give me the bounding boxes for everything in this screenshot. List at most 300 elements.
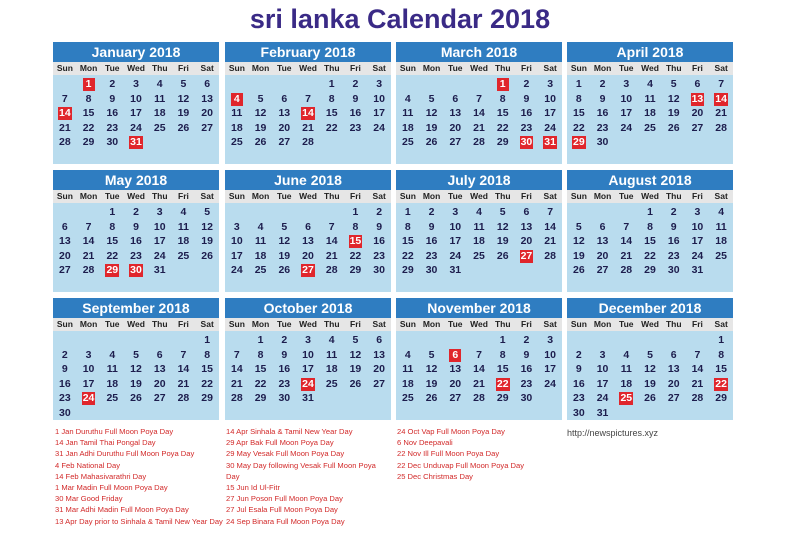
day-cell: 20 [449, 121, 462, 134]
day-cell: 5 [428, 92, 435, 105]
day-cell: 4 [476, 206, 482, 218]
day-cell: 28 [82, 264, 95, 277]
day-cell: 9 [133, 220, 139, 233]
day-cell: 13 [302, 235, 314, 248]
weekday-label: Tue [105, 319, 120, 329]
day-cell: 5 [281, 220, 288, 233]
day-cell: 22 [201, 377, 213, 390]
day-cell: 28 [620, 264, 633, 277]
holiday-note: 31 Jan Adhi Duruthu Full Moon Poya Day [55, 449, 195, 459]
day-cell: 30 [520, 392, 533, 405]
day-cell: 7 [305, 92, 311, 105]
day-cell: 7 [328, 220, 335, 233]
day-cell: 2 [352, 78, 359, 90]
weekday-header [567, 190, 733, 203]
day-cell: 9 [523, 92, 530, 105]
day-cell: 2 [376, 206, 383, 218]
holiday-note: 27 Jun Poson Full Moon Poya Day [226, 494, 343, 504]
day-cell: 5 [575, 220, 582, 233]
day-cell: 23 [520, 377, 533, 390]
credit-link[interactable]: http://newspictures.xyz [567, 428, 659, 438]
day-cell: 19 [425, 377, 438, 390]
day-cell: 18 [620, 377, 633, 390]
weekday-label: Tue [448, 63, 463, 73]
day-cell: 4 [156, 78, 163, 90]
day-cell: 30 [59, 406, 71, 419]
holiday-day-cell: 31 [130, 136, 142, 149]
day-cell: 13 [373, 348, 385, 361]
empty-day-cell [567, 205, 591, 220]
day-cell: 11 [326, 348, 338, 361]
weekday-label: Mon [251, 63, 270, 73]
day-cell: 24 [373, 121, 385, 134]
day-cell: 16 [349, 107, 362, 120]
weekday-label: Tue [105, 63, 120, 73]
day-cell: 15 [573, 107, 585, 120]
day-cell: 4 [180, 206, 187, 218]
holiday-note: 14 Feb Mahasivarathri Day [55, 471, 147, 481]
month-calendar [396, 42, 562, 164]
month-name: April 2018 [567, 42, 733, 62]
day-cell: 20 [596, 249, 609, 262]
weekday-label: Thu [665, 319, 682, 329]
day-cell: 12 [201, 220, 213, 233]
day-cell: 31 [153, 264, 166, 277]
day-cell: 15 [496, 363, 509, 376]
day-cell: 21 [325, 249, 338, 262]
day-cell: 6 [670, 348, 677, 361]
day-cell: 23 [130, 249, 142, 262]
day-cell: 24 [596, 392, 609, 405]
day-cell: 12 [644, 363, 656, 376]
day-cell: 4 [109, 348, 116, 361]
day-cell: 11 [231, 107, 243, 120]
weekday-label: Sun [399, 319, 416, 329]
weekday-label: Tue [105, 191, 120, 201]
day-cell: 10 [449, 220, 462, 233]
holiday-note: 15 Jun Id Ul-Fitr [226, 483, 281, 493]
day-cell: 7 [694, 348, 701, 361]
day-cell: 9 [523, 348, 530, 361]
day-cell: 7 [85, 220, 92, 233]
day-cell: 10 [691, 220, 704, 233]
day-cell: 17 [302, 363, 314, 376]
weekday-label: Wed [299, 319, 317, 329]
day-cell: 27 [153, 392, 166, 405]
day-cell: 1 [204, 334, 211, 346]
weekday-label: Sun [56, 63, 73, 73]
day-cell: 9 [599, 92, 606, 105]
day-cell: 30 [596, 136, 609, 149]
weekday-label: Tue [277, 191, 292, 201]
weekday-label: Fri [350, 319, 361, 329]
weekday-label: Wed [470, 319, 488, 329]
month-calendar [225, 42, 391, 164]
month-name: July 2018 [396, 170, 562, 190]
day-cell: 28 [473, 136, 485, 149]
weekday-label: Thu [494, 63, 511, 73]
day-cell: 3 [452, 206, 459, 218]
day-grid [53, 331, 219, 421]
month-calendar [53, 298, 219, 420]
day-cell: 17 [544, 363, 556, 376]
day-cell: 3 [376, 78, 383, 90]
day-cell: 14 [473, 107, 485, 120]
day-cell: 7 [180, 348, 187, 361]
day-cell: 28 [473, 392, 485, 405]
weekday-label: Thu [323, 191, 340, 201]
weekday-label: Sun [399, 63, 416, 73]
day-cell: 28 [302, 136, 314, 149]
empty-day-cell [272, 77, 296, 92]
day-cell: 28 [715, 121, 727, 134]
weekday-label: Tue [277, 63, 292, 73]
holiday-note: 6 Nov Deepavali [397, 438, 453, 448]
day-cell: 7 [61, 92, 68, 105]
day-cell: 26 [425, 136, 438, 149]
day-cell: 20 [373, 363, 385, 376]
day-cell: 19 [278, 249, 291, 262]
day-cell: 10 [544, 348, 556, 361]
day-cell: 10 [231, 235, 243, 248]
weekday-header [225, 318, 391, 331]
day-cell: 15 [496, 107, 509, 120]
day-cell: 5 [257, 92, 264, 105]
month-calendar [396, 298, 562, 420]
day-cell: 13 [667, 363, 680, 376]
day-cell: 17 [153, 235, 166, 248]
day-cell: 24 [153, 249, 166, 262]
day-cell: 7 [547, 206, 554, 218]
day-cell: 23 [59, 392, 71, 405]
empty-day-cell [249, 77, 273, 92]
day-cell: 18 [231, 121, 243, 134]
holiday-note: 25 Dec Christmas Day [397, 471, 473, 481]
holiday-note: 24 Sep Binara Full Moon Poya Day [226, 516, 345, 526]
weekday-label: Thu [151, 63, 168, 73]
day-cell: 2 [133, 206, 139, 218]
empty-day-cell [53, 333, 77, 348]
day-cell: 6 [281, 92, 288, 105]
day-cell: 2 [523, 334, 530, 346]
day-cell: 25 [177, 249, 190, 262]
day-cell: 17 [130, 107, 142, 120]
day-cell: 18 [473, 235, 485, 248]
day-cell: 12 [130, 363, 142, 376]
day-cell: 20 [201, 107, 213, 120]
day-cell: 9 [670, 220, 677, 233]
day-cell: 21 [177, 377, 190, 390]
day-cell: 4 [404, 92, 411, 105]
empty-day-cell [249, 205, 273, 220]
day-cell: 26 [496, 249, 509, 262]
weekday-header [396, 318, 562, 331]
holiday-note: 30 Mar Good Friday [55, 494, 123, 504]
day-cell: 2 [428, 206, 435, 218]
day-cell: 15 [402, 235, 414, 248]
weekday-label: Mon [593, 319, 612, 329]
day-cell: 17 [596, 377, 609, 390]
day-cell: 27 [596, 264, 609, 277]
empty-day-cell [638, 333, 662, 348]
day-cell: 6 [694, 78, 701, 90]
day-grid [567, 75, 733, 150]
weekday-label: Sat [543, 191, 557, 201]
empty-day-cell [662, 333, 686, 348]
day-cell: 22 [82, 121, 95, 134]
empty-day-cell [225, 77, 249, 92]
empty-day-cell [296, 77, 320, 92]
day-cell: 16 [278, 363, 291, 376]
day-cell: 7 [476, 92, 482, 105]
weekday-label: Thu [494, 191, 511, 201]
weekday-label: Fri [178, 319, 189, 329]
weekday-label: Sat [543, 63, 557, 73]
empty-day-cell [591, 205, 615, 220]
day-cell: 8 [257, 348, 264, 361]
day-cell: 24 [130, 121, 142, 134]
empty-day-cell [53, 205, 77, 220]
holiday-note: 14 Apr Sinhala & Tamil New Year Day [226, 427, 353, 436]
day-cell: 7 [233, 348, 240, 361]
day-cell: 18 [177, 235, 190, 248]
day-cell: 23 [106, 121, 119, 134]
day-cell: 8 [404, 220, 411, 233]
weekday-header [225, 62, 391, 75]
day-cell: 31 [449, 264, 462, 277]
day-cell: 19 [496, 235, 509, 248]
empty-day-cell [225, 333, 249, 348]
day-cell: 3 [547, 78, 554, 90]
day-cell: 20 [59, 249, 71, 262]
day-cell: 19 [254, 121, 267, 134]
day-cell: 10 [82, 363, 95, 376]
day-cell: 21 [715, 107, 727, 120]
page-title: sri lanka Calendar 2018 [249, 4, 551, 34]
day-cell: 13 [449, 107, 462, 120]
day-cell: 4 [404, 348, 411, 361]
day-cell: 26 [349, 377, 362, 390]
day-cell: 15 [254, 363, 267, 376]
day-cell: 17 [373, 107, 385, 120]
weekday-label: Fri [692, 319, 703, 329]
weekday-label: Tue [619, 63, 634, 73]
day-grid [225, 203, 391, 278]
day-cell: 14 [82, 235, 95, 248]
weekday-label: Tue [448, 319, 463, 329]
weekday-label: Wed [299, 191, 317, 201]
day-cell: 28 [177, 392, 190, 405]
holiday-day-cell: 15 [349, 235, 362, 248]
month-name: May 2018 [53, 170, 219, 190]
day-cell: 14 [325, 235, 338, 248]
weekday-label: Sun [56, 319, 73, 329]
weekday-label: Thu [665, 191, 682, 201]
weekday-label: Sat [372, 319, 386, 329]
day-cell: 18 [325, 363, 338, 376]
day-cell: 21 [59, 121, 71, 134]
day-cell: 14 [473, 363, 485, 376]
day-cell: 12 [425, 107, 438, 120]
day-cell: 30 [667, 264, 680, 277]
day-cell: 3 [623, 78, 630, 90]
day-cell: 24 [544, 377, 556, 390]
day-cell: 1 [257, 334, 264, 346]
day-cell: 8 [352, 220, 359, 233]
day-cell: 29 [201, 392, 213, 405]
weekday-label: Mon [79, 191, 98, 201]
day-cell: 20 [153, 377, 166, 390]
day-cell: 29 [349, 264, 362, 277]
holiday-day-cell: 30 [130, 264, 142, 277]
day-cell: 8 [328, 92, 335, 105]
day-cell: 6 [452, 92, 459, 105]
weekday-header [225, 190, 391, 203]
day-cell: 24 [691, 249, 704, 262]
day-cell: 23 [425, 249, 438, 262]
weekday-label: Mon [79, 319, 98, 329]
day-cell: 28 [231, 392, 243, 405]
weekday-label: Sat [200, 319, 214, 329]
day-cell: 27 [373, 377, 385, 390]
day-cell: 22 [325, 121, 338, 134]
day-cell: 2 [670, 206, 677, 218]
empty-day-cell [53, 77, 77, 92]
day-cell: 25 [402, 392, 414, 405]
weekday-label: Wed [127, 319, 145, 329]
holiday-day-cell: 13 [691, 92, 704, 105]
day-cell: 23 [520, 121, 533, 134]
weekday-label: Sat [714, 63, 728, 73]
holiday-day-cell: 25 [620, 392, 633, 405]
day-cell: 1 [352, 206, 359, 218]
day-cell: 1 [718, 334, 725, 346]
weekday-label: Thu [151, 191, 168, 201]
weekday-label: Fri [521, 191, 532, 201]
weekday-label: Wed [470, 191, 488, 201]
day-cell: 11 [154, 92, 166, 105]
day-cell: 30 [106, 136, 119, 149]
empty-day-cell [225, 205, 249, 220]
day-cell: 1 [109, 206, 116, 218]
day-grid [53, 75, 219, 150]
day-cell: 22 [254, 377, 267, 390]
day-cell: 11 [106, 363, 118, 376]
holiday-day-cell: 1 [491, 77, 515, 92]
holiday-day-cell: 27 [520, 249, 533, 262]
day-cell: 25 [715, 249, 727, 262]
weekday-label: Fri [692, 191, 703, 201]
day-cell: 28 [59, 136, 71, 149]
day-cell: 25 [231, 136, 243, 149]
empty-day-cell [100, 333, 124, 348]
day-cell: 25 [106, 392, 119, 405]
holiday-day-cell: 14 [302, 107, 314, 120]
day-cell: 24 [620, 121, 633, 134]
day-cell: 15 [325, 107, 338, 120]
holiday-notes-column-1 [55, 426, 225, 527]
day-cell: 4 [328, 334, 335, 346]
holiday-day-cell: 22 [715, 377, 727, 390]
holiday-day-cell: 6 [443, 348, 467, 363]
weekday-header [567, 318, 733, 331]
month-name: June 2018 [225, 170, 391, 190]
day-cell: 15 [644, 235, 656, 248]
day-cell: 17 [620, 107, 633, 120]
day-cell: 27 [691, 121, 704, 134]
day-grid [567, 331, 733, 421]
day-grid [225, 75, 391, 150]
day-cell: 7 [476, 348, 482, 361]
weekday-header [53, 190, 219, 203]
day-cell: 16 [106, 107, 119, 120]
weekday-label: Mon [251, 319, 270, 329]
holiday-day-cell: 14 [715, 92, 727, 105]
day-cell: 21 [544, 235, 556, 248]
empty-day-cell [77, 205, 101, 220]
weekday-label: Mon [251, 191, 270, 201]
month-name: November 2018 [396, 298, 562, 318]
day-cell: 19 [644, 377, 656, 390]
weekday-label: Sat [372, 63, 386, 73]
day-cell: 23 [278, 377, 291, 390]
day-cell: 7 [718, 78, 725, 90]
weekday-label: Thu [323, 319, 340, 329]
weekday-label: Sat [543, 319, 557, 329]
holiday-day-cell: 22 [496, 377, 509, 390]
day-cell: 26 [667, 121, 680, 134]
empty-day-cell [467, 77, 491, 92]
weekday-label: Tue [448, 191, 463, 201]
day-cell: 8 [575, 92, 582, 105]
month-calendar [225, 298, 391, 420]
day-cell: 13 [278, 107, 291, 120]
day-cell: 22 [573, 121, 585, 134]
weekday-label: Thu [665, 63, 682, 73]
weekday-label: Mon [593, 63, 612, 73]
empty-day-cell [296, 205, 320, 220]
weekday-label: Sun [570, 319, 587, 329]
day-cell: 22 [349, 249, 362, 262]
day-cell: 25 [402, 136, 414, 149]
day-cell: 23 [667, 249, 680, 262]
day-cell: 16 [130, 235, 142, 248]
day-cell: 16 [596, 107, 609, 120]
day-cell: 18 [402, 121, 414, 134]
day-cell: 22 [496, 121, 509, 134]
day-cell: 16 [573, 377, 585, 390]
day-cell: 4 [257, 220, 264, 233]
day-cell: 19 [349, 363, 362, 376]
day-cell: 30 [278, 392, 291, 405]
day-cell: 6 [61, 220, 68, 233]
day-cell: 12 [254, 107, 267, 120]
holiday-note: 29 May Vesak Full Moon Poya Day [226, 449, 345, 459]
holiday-note: 13 Apr Day prior to Sinhala & Tamil New Year Day [55, 516, 223, 526]
day-cell: 31 [596, 406, 609, 419]
day-cell: 22 [644, 249, 656, 262]
day-cell: 26 [177, 121, 190, 134]
day-cell: 18 [644, 107, 656, 120]
empty-day-cell [591, 333, 615, 348]
day-cell: 20 [667, 377, 680, 390]
weekday-label: Mon [422, 191, 441, 201]
day-cell: 20 [520, 235, 533, 248]
day-cell: 3 [305, 334, 311, 346]
weekday-label: Fri [521, 63, 532, 73]
empty-day-cell [396, 333, 420, 348]
day-cell: 8 [718, 348, 725, 361]
